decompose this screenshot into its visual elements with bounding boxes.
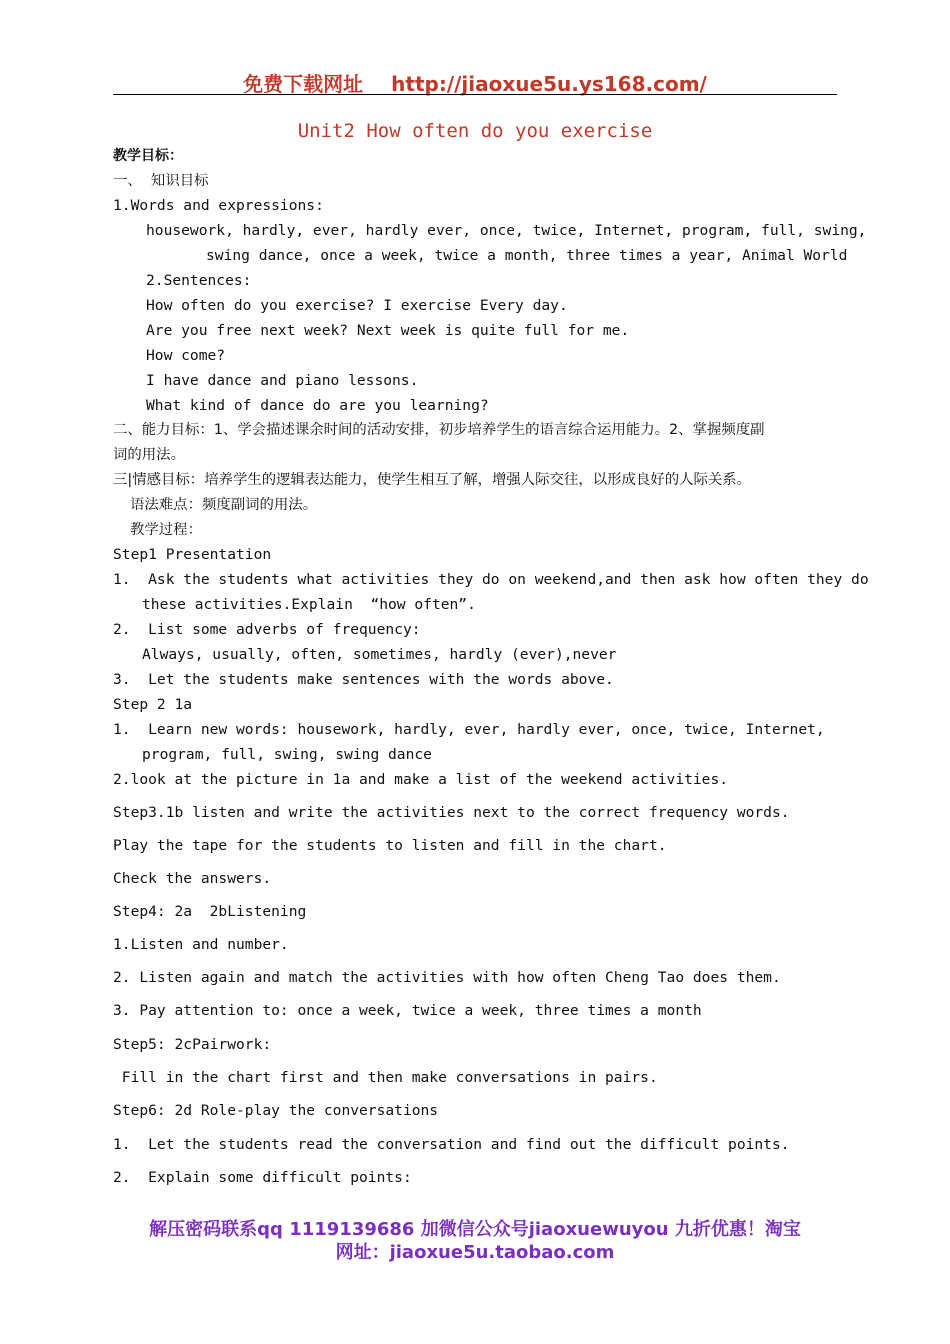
step1-heading: Step1 Presentation <box>113 546 272 563</box>
knowledge-heading: 一、 知识目标 <box>113 173 209 189</box>
footer-line-2[interactable]: 网址：jiaoxue5u.taobao.com <box>335 1242 615 1263</box>
sentence-item: What kind of dance do are you learning? <box>146 397 489 414</box>
header-url-link[interactable]: http://jiaoxue5u.ys168.com/ <box>391 72 707 96</box>
step3-line-3: Check the answers. <box>113 870 272 887</box>
step6-item-1: 1. Let the students read the conversation and find out the difficult points. <box>113 1136 790 1153</box>
ability-line-1: 二、能力目标：1、学会描述课余时间的活动安排，初步培养学生的语言综合运用能力。2、掌握频度副 <box>113 422 765 438</box>
words-heading: 1.Words and expressions: <box>113 197 324 214</box>
step2-heading: Step 2 1a <box>113 696 193 713</box>
process-heading: 教学过程： <box>130 522 202 538</box>
step2-item-1-cont: program, full, swing, swing dance <box>142 746 432 763</box>
header-label: 免费下载网址 <box>243 72 364 96</box>
step3-heading: Step3.1b listen and write the activities next to the correct frequency words. <box>113 804 790 821</box>
step1-item-3: 3. Let the students make sentences with the words above. <box>113 671 614 688</box>
ability-line-2: 词的用法。 <box>113 447 185 463</box>
words-line-2: swing dance, once a week, twice a month, three times a year, Animal World <box>206 247 848 264</box>
step1-item-1: 1. Ask the students what activities they do on weekend,and then ask how often they do <box>113 571 869 588</box>
step2-item-2: 2.look at the picture in 1a and make a list of the weekend activities. <box>113 771 729 788</box>
step5-line: Fill in the chart first and then make conversations in pairs. <box>113 1069 658 1086</box>
step1-item-2: 2. List some adverbs of frequency: <box>113 621 421 638</box>
step2-item-1: 1. Learn new words: housework, hardly, ever, hardly ever, once, twice, Internet, <box>113 721 825 738</box>
page-header <box>0 68 950 97</box>
step1-item-2-detail: Always, usually, often, sometimes, hardly (ever),never <box>142 646 617 663</box>
step6-heading: Step6: 2d Role-play the conversations <box>113 1102 439 1119</box>
header-divider <box>113 94 837 95</box>
page-footer <box>105 1218 845 1264</box>
sentences-heading: 2.Sentences: <box>146 272 252 289</box>
difficulty-line: 语法难点：频度副词的用法。 <box>130 497 318 513</box>
step4-item-1: 1.Listen and number. <box>113 936 289 953</box>
step1-item-1-cont: these activities.Explain “how often”. <box>142 596 476 613</box>
step4-heading: Step4: 2a 2bListening <box>113 903 307 920</box>
step4-item-2: 2. Listen again and match the activities with how often Cheng Tao does them. <box>113 969 781 986</box>
step5-heading: Step5: 2cPairwork: <box>113 1036 272 1053</box>
words-line-1: housework, hardly, ever, hardly ever, once, twice, Internet, program, full, swing, <box>146 222 867 239</box>
emotion-line: 三|情感目标：培养学生的逻辑表达能力，使学生相互了解，增强人际交往，以形成良好的人际关系。 <box>113 472 752 488</box>
sentence-item: How often do you exercise? I exercise Every day. <box>146 297 568 314</box>
sentence-item: How come? <box>146 347 226 364</box>
objectives-heading: 教学目标： <box>113 148 183 164</box>
sentence-item: I have dance and piano lessons. <box>146 372 419 389</box>
sentence-item: Are you free next week? Next week is quite full for me. <box>146 322 630 339</box>
document-title: Unit2 How often do you exercise <box>297 120 653 142</box>
step3-line-2: Play the tape for the students to listen and fill in the chart. <box>113 837 667 854</box>
step4-item-3: 3. Pay attention to: once a week, twice a week, three times a month <box>113 1002 702 1019</box>
footer-line-1: 解压密码联系qq 1119139686 加微信公众号jiaoxuewuyou 九折优惠！淘宝 <box>149 1219 801 1240</box>
step6-item-2: 2. Explain some difficult points: <box>113 1169 412 1186</box>
